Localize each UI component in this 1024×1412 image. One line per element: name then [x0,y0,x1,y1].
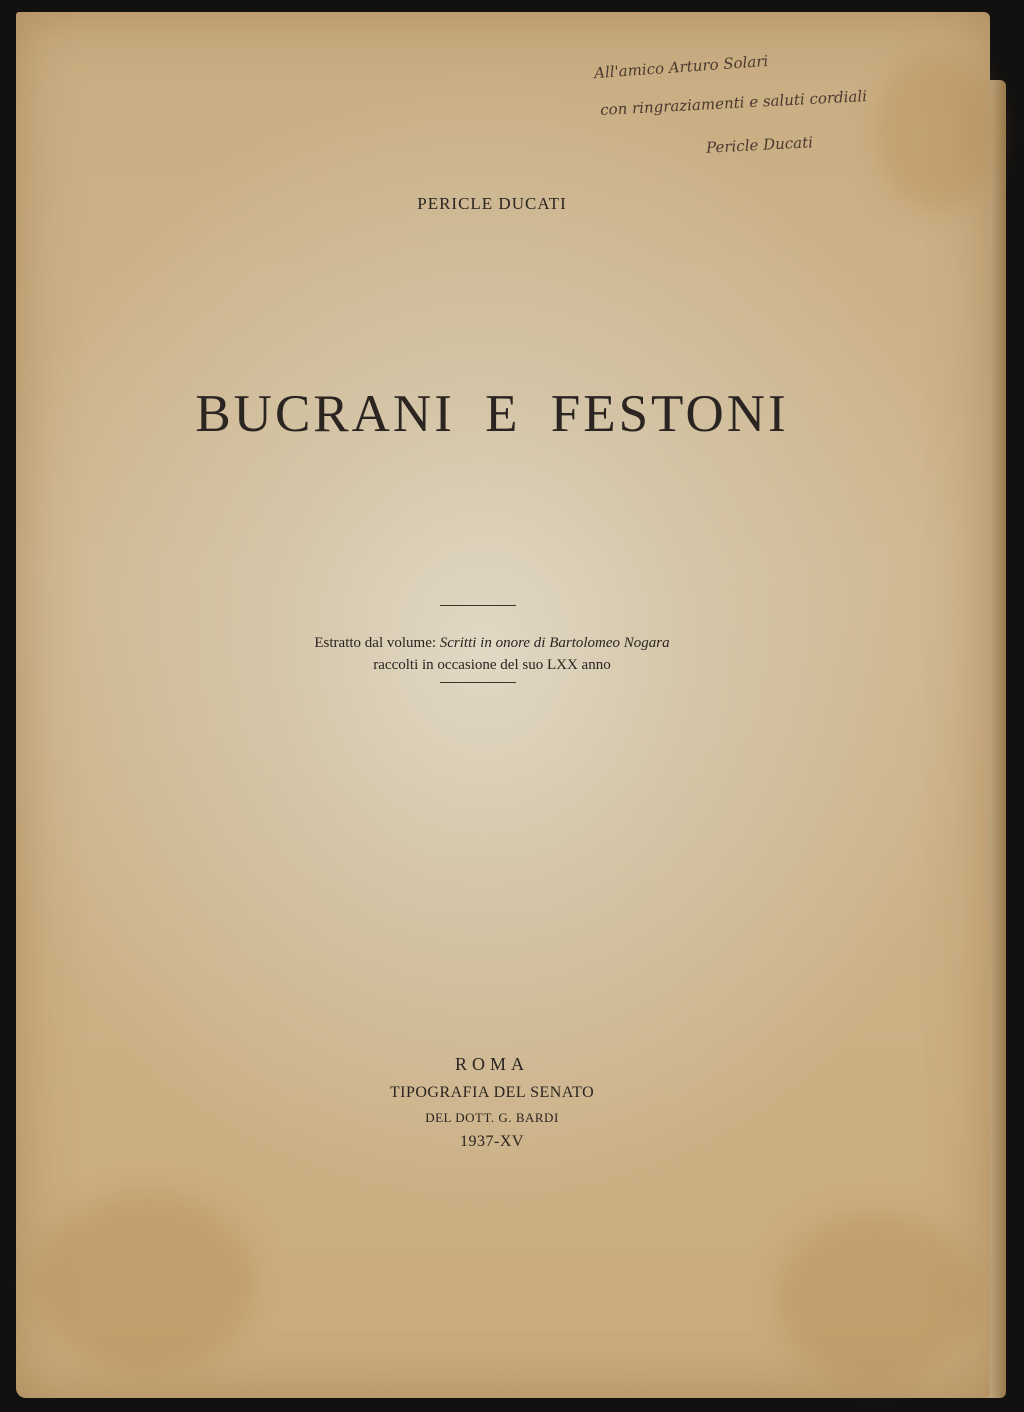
author-name: PERICLE DUCATI [417,194,567,213]
cover-page [16,12,990,1398]
extract-note [16,632,968,676]
handwritten-dedication-line-1: All'amico Arturo Solari [593,51,769,83]
handwritten-signature: Pericle Ducati [705,133,814,157]
divider-rule-top [440,605,516,606]
imprint-city: ROMA [454,1054,529,1074]
paper-stain [876,52,996,212]
extract-line-1 [16,632,968,654]
paper-stain [776,1212,976,1382]
document-title: BUCRANI E FESTONI [195,385,789,443]
extract-prefix: Estratto dal volume: [314,635,440,651]
extract-work-title: Scritti in onore di Bartolomeo Nogara [439,635,670,651]
paper-stain [36,1192,256,1372]
imprint-year: 1937-XV [460,1133,524,1150]
imprint-proprietor: DEL DOTT. G. BARDI [425,1110,559,1125]
imprint-printer: TIPOGRAFIA DEL SENATO [389,1084,595,1101]
divider-rule-bottom [440,682,516,683]
handwritten-dedication-line-2: con ringraziamenti e saluti cordiali [599,87,868,119]
extract-line-2: raccolti in occasione del suo LXX anno [373,657,611,673]
